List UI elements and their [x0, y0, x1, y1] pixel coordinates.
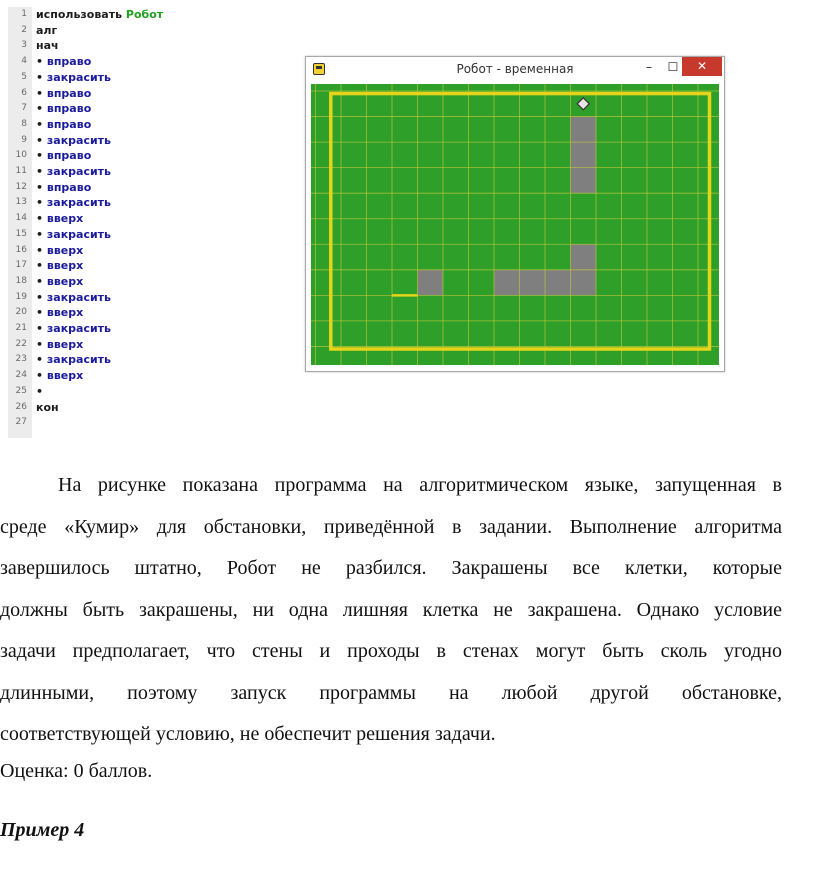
- code-text: [36, 86, 91, 102]
- painted-cell: [571, 117, 597, 143]
- code-text: [36, 101, 91, 117]
- code-token: вверх: [46, 306, 84, 320]
- code-token: •: [36, 133, 47, 147]
- line-number: 26: [15, 401, 27, 412]
- line-number: 11: [15, 166, 27, 176]
- line-number: 3: [21, 40, 27, 51]
- line-number: 16: [15, 244, 27, 255]
- line-number: 18: [15, 275, 27, 286]
- code-text: [36, 148, 91, 164]
- code-token: вверх: [46, 337, 84, 351]
- code-token: использовать: [36, 8, 126, 21]
- code-text: [36, 352, 111, 368]
- line-number: 9: [21, 134, 27, 145]
- painted-cell: [545, 270, 571, 296]
- code-token: •: [36, 337, 47, 351]
- code-editor[interactable]: [8, 7, 298, 438]
- code-text: [36, 243, 83, 259]
- paragraph-line: завершилось штатно, Робот не разбился. Закрашены все клетки, которые: [0, 557, 782, 579]
- line-number: 2: [21, 24, 27, 35]
- code-token: •: [36, 274, 47, 288]
- code-text: [36, 274, 83, 290]
- code-text: [36, 7, 163, 23]
- line-number: 17: [15, 260, 27, 271]
- code-text: [36, 258, 83, 274]
- code-token: •: [36, 353, 47, 367]
- code-token: •: [36, 180, 47, 194]
- line-number: 12: [15, 181, 27, 192]
- code-text: [36, 38, 59, 54]
- code-token: вверх: [46, 259, 84, 273]
- example-heading: Пример 4: [0, 819, 85, 841]
- code-token: вверх: [46, 274, 84, 288]
- code-text: [36, 305, 83, 321]
- code-token: •: [36, 306, 47, 320]
- code-token: закрасить: [46, 133, 112, 147]
- code-token: •: [36, 322, 47, 335]
- code-token: закрасить: [46, 70, 112, 84]
- line-number: 21: [15, 323, 27, 333]
- paragraph-line: задачи предполагает, что стены и проходы в стенах могут быть сколь угодно: [0, 640, 782, 662]
- paragraph-line: должны быть закрашены, ни одна лишняя клетка не закрашена. Однако условие: [0, 598, 782, 621]
- line-number: 20: [15, 307, 27, 318]
- line-number: 15: [15, 228, 27, 239]
- code-text: [36, 227, 111, 243]
- code-text: [36, 400, 59, 416]
- maximize-button[interactable]: ☐: [667, 60, 679, 74]
- code-token: •: [36, 243, 47, 257]
- code-text: [36, 164, 111, 180]
- line-number: 14: [15, 213, 27, 224]
- code-text: [36, 290, 111, 306]
- paragraph-line: среде «Кумир» для обстановки, приведённой в задании. Выполнение алгоритма: [0, 515, 782, 538]
- paragraph-line: соответствующей условию, не обеспечит решения задачи.: [0, 723, 496, 745]
- code-token: вправо: [46, 180, 92, 194]
- line-number: 8: [21, 118, 27, 129]
- code-token: вправо: [46, 117, 92, 131]
- code-token: •: [36, 70, 47, 84]
- line-number: 6: [21, 87, 27, 98]
- paragraph-line: На рисунке показана программа на алгоритмическом языке, запущенная в: [58, 474, 782, 496]
- code-token: •: [36, 86, 47, 100]
- code-token: •: [36, 212, 47, 226]
- line-number: 4: [21, 56, 27, 67]
- code-token: •: [36, 149, 47, 163]
- code-token: алг: [36, 23, 58, 37]
- code-text: [36, 368, 83, 384]
- code-token: Робот: [125, 8, 164, 21]
- code-token: •: [36, 369, 47, 383]
- code-token: закрасить: [46, 353, 112, 367]
- painted-cell: [571, 270, 597, 296]
- line-number: 23: [15, 354, 27, 365]
- line-number: 1: [21, 9, 27, 19]
- minimize-button[interactable]: –: [646, 60, 652, 74]
- field-background: [311, 84, 719, 365]
- code-token: закрасить: [46, 290, 112, 304]
- close-button[interactable]: ✕: [682, 57, 722, 76]
- code-token: закрасить: [46, 227, 112, 241]
- robot-window[interactable]: [305, 56, 725, 372]
- code-token: вправо: [46, 102, 92, 116]
- robot-field: [311, 84, 719, 365]
- code-text: [36, 321, 111, 337]
- line-number: 10: [15, 150, 27, 161]
- line-number: 19: [15, 291, 27, 302]
- code-text: [36, 195, 111, 211]
- line-number: 7: [21, 103, 27, 114]
- code-token: •: [36, 102, 47, 116]
- code-text: [36, 133, 111, 149]
- code-text: [36, 54, 91, 70]
- code-token: кон: [36, 400, 59, 414]
- code-token: закрасить: [46, 322, 112, 335]
- code-token: •: [36, 165, 47, 178]
- score-line: Оценка: 0 баллов.: [0, 760, 153, 782]
- line-number: 5: [21, 71, 27, 82]
- painted-cell: [571, 168, 597, 194]
- line-number: 13: [15, 197, 27, 208]
- code-token: •: [36, 290, 47, 304]
- code-text: [36, 70, 111, 86]
- painted-cell: [520, 270, 546, 296]
- code-token: вправо: [46, 55, 92, 69]
- code-token: •: [36, 117, 47, 131]
- code-token: •: [36, 259, 47, 273]
- line-number: 27: [15, 417, 27, 428]
- painted-cell: [418, 270, 444, 296]
- painted-cell: [571, 244, 597, 270]
- code-token: вверх: [46, 243, 84, 257]
- code-token: •: [36, 196, 47, 210]
- paragraph-line: длинными, поэтому запуск программы на любой другой обстановке,: [0, 681, 782, 704]
- line-number: 22: [15, 338, 27, 349]
- code-text: [36, 180, 91, 196]
- code-token: •: [36, 55, 47, 69]
- code-token: нач: [36, 39, 59, 53]
- code-token: вправо: [46, 86, 92, 100]
- code-token: закрасить: [46, 196, 112, 210]
- code-token: •: [36, 227, 47, 241]
- code-text: [36, 384, 43, 400]
- window-titlebar[interactable]: [306, 57, 724, 83]
- code-token: закрасить: [46, 165, 112, 178]
- line-number: 25: [15, 385, 27, 396]
- line-number: 24: [15, 370, 27, 381]
- code-token: вверх: [46, 369, 84, 383]
- window-title: Робот - временная: [456, 62, 574, 76]
- code-text: [36, 23, 57, 39]
- code-token: вверх: [46, 212, 84, 226]
- code-text: [36, 117, 91, 133]
- painted-cell: [494, 270, 520, 296]
- code-text: [36, 211, 83, 227]
- code-text: [36, 337, 83, 353]
- code-token: вправо: [46, 149, 92, 163]
- code-token: •: [36, 384, 44, 398]
- painted-cell: [571, 142, 597, 168]
